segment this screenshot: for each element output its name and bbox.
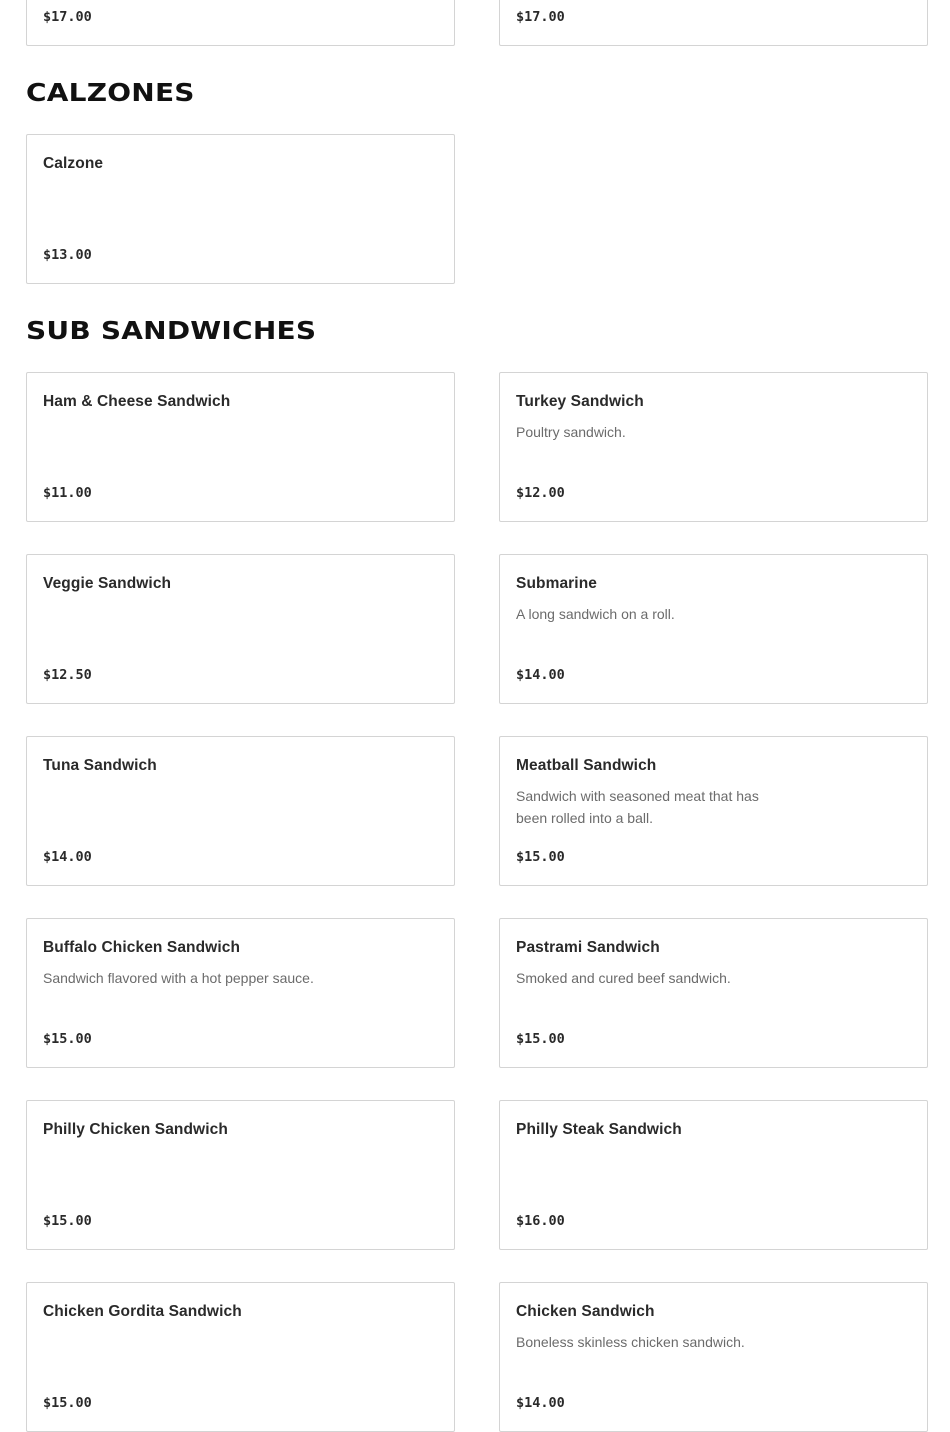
menu-item-card[interactable] xyxy=(499,1282,928,1432)
item-description: Sandwich with seasoned meat that has been rolled into a ball. xyxy=(516,788,759,826)
menu-item-card[interactable] xyxy=(499,918,928,1068)
item-name: Submarine xyxy=(516,575,598,592)
item-name: Veggie Sandwich xyxy=(43,575,172,592)
item-name: Turkey Sandwich xyxy=(516,393,644,410)
item-name: Philly Chicken Sandwich xyxy=(43,1121,228,1138)
menu-item-card[interactable] xyxy=(26,0,455,46)
menu-item-card[interactable] xyxy=(499,0,928,46)
menu-item-card[interactable] xyxy=(26,134,455,284)
item-name: Buffalo Chicken Sandwich xyxy=(43,939,241,956)
item-description: A long sandwich on a roll. xyxy=(516,606,675,622)
item-name: Tuna Sandwich xyxy=(43,757,157,774)
menu-item-card[interactable] xyxy=(26,554,455,704)
menu-item-card[interactable] xyxy=(26,372,455,522)
item-price: $14.00 xyxy=(516,1395,565,1411)
item-price: $15.00 xyxy=(516,849,565,865)
item-name: Ham & Cheese Sandwich xyxy=(43,393,231,410)
item-name: Calzone xyxy=(43,155,104,172)
item-name: Chicken Sandwich xyxy=(516,1303,655,1320)
item-price: $17.00 xyxy=(516,9,565,25)
item-price: $15.00 xyxy=(43,1213,92,1229)
item-description: Smoked and cured beef sandwich. xyxy=(516,970,731,986)
section-title-calzones: CALZONES xyxy=(26,78,195,107)
menu-item-card[interactable] xyxy=(26,1282,455,1432)
item-price: $15.00 xyxy=(516,1031,565,1047)
item-price: $16.00 xyxy=(516,1213,565,1229)
item-price: $13.00 xyxy=(43,247,92,263)
section-title-sub-sandwiches: SUB SANDWICHES xyxy=(26,316,317,345)
menu-item-card[interactable] xyxy=(499,554,928,704)
item-name: Meatball Sandwich xyxy=(516,757,657,774)
menu-item-card[interactable] xyxy=(26,736,455,886)
item-price: $12.00 xyxy=(516,485,565,501)
menu-item-card[interactable] xyxy=(26,1100,455,1250)
menu-item-card[interactable] xyxy=(499,736,928,886)
item-price: $17.00 xyxy=(43,9,92,25)
item-price: $15.00 xyxy=(43,1031,92,1047)
item-price: $11.00 xyxy=(43,485,92,501)
item-name: Pastrami Sandwich xyxy=(516,939,660,956)
item-price: $15.00 xyxy=(43,1395,92,1411)
menu-item-card[interactable] xyxy=(26,918,455,1068)
item-price: $14.00 xyxy=(516,667,565,683)
item-name: Chicken Gordita Sandwich xyxy=(43,1303,242,1320)
item-price: $14.00 xyxy=(43,849,92,865)
item-description: Poultry sandwich. xyxy=(516,424,626,440)
menu-item-card[interactable] xyxy=(499,372,928,522)
item-price: $12.50 xyxy=(43,667,92,683)
item-name: Philly Steak Sandwich xyxy=(516,1121,682,1138)
item-description: Sandwich flavored with a hot pepper sauce. xyxy=(43,970,314,986)
item-description: Boneless skinless chicken sandwich. xyxy=(516,1334,745,1350)
menu-item-card[interactable] xyxy=(499,1100,928,1250)
